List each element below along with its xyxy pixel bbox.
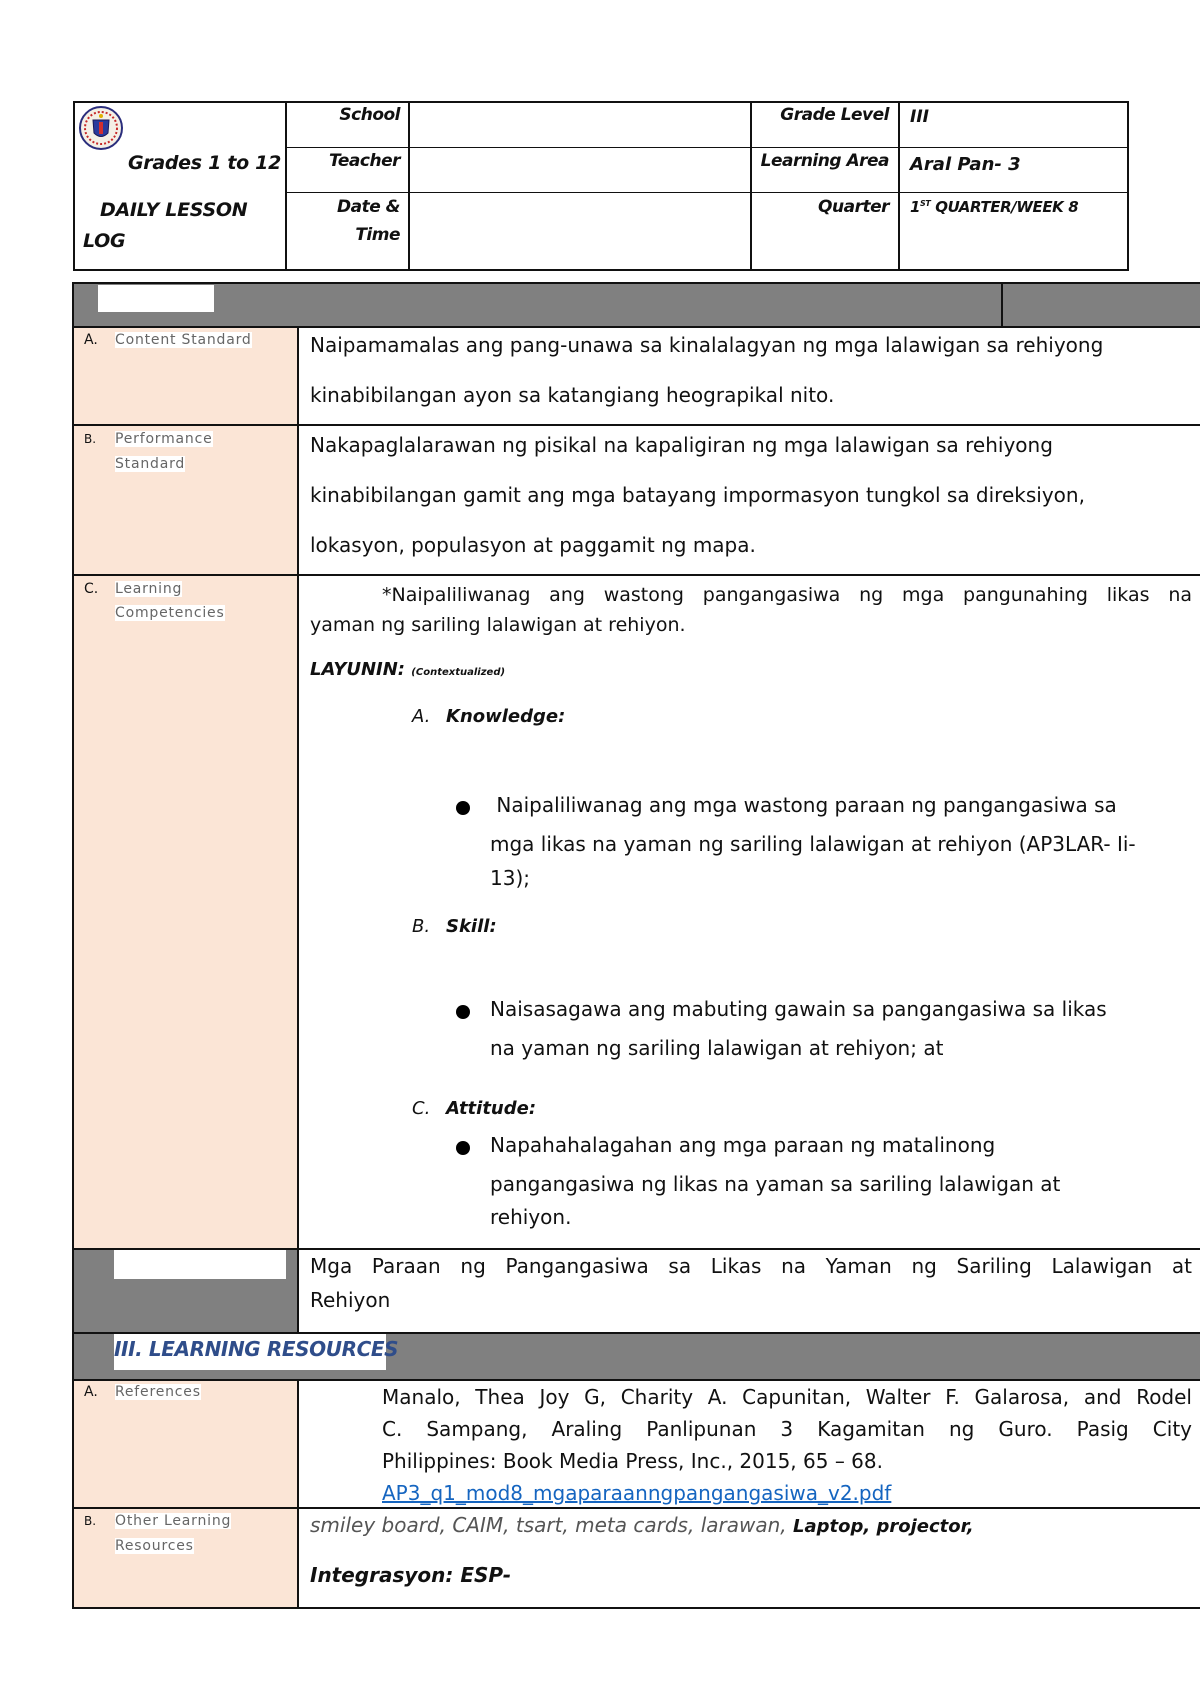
attitude-item-line2: pangangasiwa ng likas na yaman sa sariling lalawigan at (490, 1172, 1061, 1196)
quarter-number: 1 (910, 198, 921, 216)
date-label-a: Date & (337, 197, 400, 217)
performance-standard-text-b: Standard (115, 456, 186, 472)
contextualized-note: (Contextualized) (411, 667, 506, 678)
reference-line1: Manalo, Thea Joy G, Charity A. Capunitan, Walter F. Galarosa, and Rodel (382, 1385, 1192, 1409)
reference-line3: Philippines: Book Media Press, Inc., 2015, 65 – 68. (382, 1449, 883, 1473)
performance-standard-line2: kinabibilangan gamit ang mga batayang impormasyon tungkol sa direksiyon, (310, 483, 1085, 507)
performance-standard-line3: lokasyon, populasyon at paggamit ng mapa. (310, 533, 756, 557)
performance-standard-letter: B. (84, 432, 97, 446)
skill-item-line1: Naisasagawa ang mabuting gawain sa pangangasiwa sa likas (490, 997, 1107, 1021)
learning-area-value: Aral Pan- 3 (910, 154, 1021, 175)
learning-area-label: Learning Area (760, 151, 889, 171)
attitude-letter: C. (412, 1098, 431, 1119)
reference-line2: C. Sampang, Araling Panlipunan 3 Kagamitan ng Guro. Pasig City (382, 1417, 1192, 1441)
content-standard-label (84, 328, 252, 353)
content-standard-line1: Naipamamalas ang pang-unawa sa kinalalagyan ng mga lalawigan sa rehiyong (310, 333, 1104, 357)
integrasyon-line: Integrasyon: ESP- (310, 1563, 512, 1587)
quarter-value (910, 198, 1078, 216)
content-standard-line2: kinabibilangan ayon sa katangiang heograpikal nito. (310, 383, 835, 407)
attitude-item-line1: Napahahalagahan ang mga paraan ng matalinong (490, 1133, 996, 1157)
deped-seal-icon (79, 106, 123, 150)
knowledge-label: Knowledge: (446, 706, 566, 727)
content-line2: Rehiyon (310, 1288, 391, 1312)
skill-item-line2: na yaman ng sariling lalawigan at rehiyon; at (490, 1036, 944, 1060)
performance-standard-line1: Nakapaglalarawan ng pisikal na kapaligiran ng mga lalawigan sa rehiyong (310, 433, 1053, 457)
learning-competencies-text-a: Learning (115, 581, 183, 597)
other-resources-text-a: Other Learning (115, 1513, 232, 1529)
skill-label: Skill: (446, 916, 497, 937)
knowledge-item-line1: Naipaliliwanag ang mga wastong paraan ng pangangasiwa sa (490, 793, 1117, 817)
references-text: References (115, 1384, 201, 1400)
reference-pdf-link[interactable]: AP3_q1_mod8_mgaparaanngpangangasiwa_v2.pdf (382, 1481, 892, 1505)
skill-letter: B. (412, 916, 431, 937)
competency-intro-line1: *Naipaliliwanag ang wastong pangangasiwa ng mga pangunahing likas na (382, 584, 1192, 606)
attitude-heading (412, 1098, 536, 1119)
other-resources-label (84, 1509, 231, 1534)
quarter-suffix: ST (920, 199, 931, 208)
attitude-item-line3: rehiyon. (490, 1205, 572, 1229)
knowledge-heading (412, 706, 565, 727)
log-title-log: LOG (83, 230, 126, 252)
learning-competencies-label (84, 577, 182, 602)
other-resources-text-b: Resources (115, 1538, 194, 1554)
materials-line (310, 1513, 974, 1537)
layunin-heading (310, 659, 505, 680)
attitude-label: Attitude: (446, 1098, 537, 1119)
content-line1: Mga Paraan ng Pangangasiwa sa Likas na Yaman ng Sariling Lalawigan at (310, 1254, 1192, 1278)
log-title-grades: Grades 1 to 12 (128, 152, 282, 174)
skill-bullet-icon (456, 1005, 470, 1019)
teacher-label: Teacher (329, 151, 400, 171)
grade-level-value: III (910, 107, 929, 127)
references-letter: A. (84, 1384, 98, 1400)
quarter-label: Quarter (818, 197, 889, 217)
layunin-label: LAYUNIN: (310, 659, 406, 680)
knowledge-item-line3: 13); (490, 866, 530, 890)
materials-bold: Laptop, projector, (793, 1516, 974, 1537)
materials-italic: smiley board, CAIM, tsart, meta cards, larawan, (310, 1513, 793, 1537)
quarter-text: QUARTER/WEEK 8 (930, 198, 1079, 216)
learning-competencies-letter: C. (84, 581, 99, 597)
knowledge-bullet-icon (456, 801, 470, 815)
school-label: School (339, 105, 400, 125)
content-standard-text: Content Standard (115, 332, 252, 348)
references-label (84, 1380, 201, 1405)
other-resources-letter: B. (84, 1514, 97, 1528)
knowledge-item-line2: mga likas na yaman ng sariling lalawigan at rehiyon (AP3LAR- Ii- (490, 832, 1136, 856)
competency-intro-line2: yaman ng sariling lalawigan at rehiyon. (310, 614, 686, 636)
performance-standard-text-a: Performance (115, 431, 213, 447)
skill-heading (412, 916, 497, 937)
date-label-b: Time (355, 225, 400, 245)
knowledge-letter: A. (412, 706, 431, 727)
performance-standard-label (84, 427, 213, 452)
log-title-daily: DAILY LESSON (100, 199, 248, 221)
content-standard-letter: A. (84, 332, 98, 348)
attitude-bullet-icon (456, 1141, 470, 1155)
grade-level-label: Grade Level (780, 105, 889, 125)
learning-competencies-text-b: Competencies (115, 605, 225, 621)
objectives-header-tab (98, 285, 214, 312)
learning-resources-heading: III. LEARNING RESOURCES (114, 1337, 399, 1361)
